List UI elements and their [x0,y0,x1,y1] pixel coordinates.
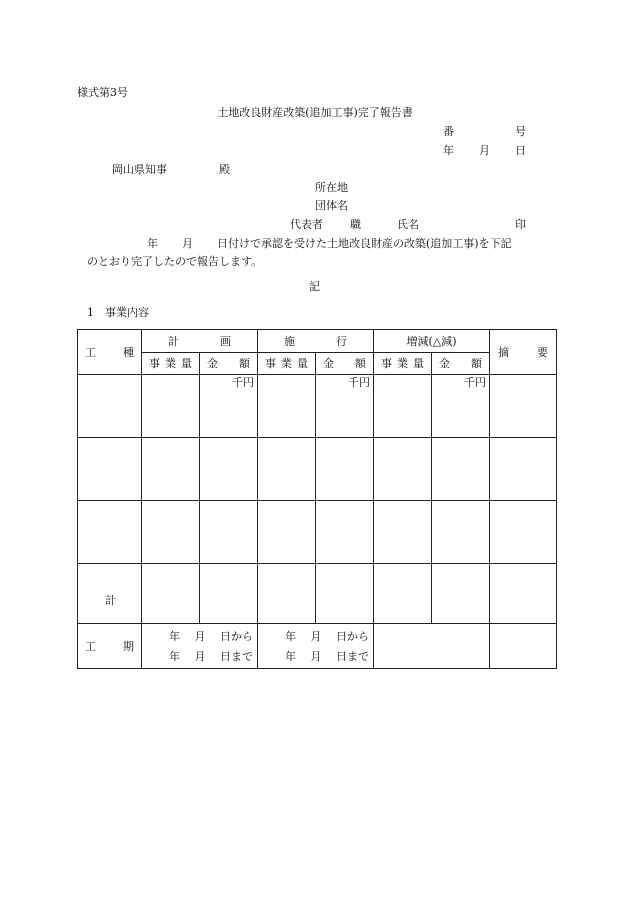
form-number: 様式第3号 [77,86,128,99]
table-cell [490,624,557,669]
table-cell [374,624,490,669]
project-content-table [77,329,557,669]
table-cell [490,375,557,438]
table-cell [142,501,200,564]
table-cell [316,438,374,501]
exec-period-from: 年 月 日から [285,629,369,643]
plan-period-from: 年 月 日から [169,629,253,643]
date-month-label: 月 [479,144,490,157]
total-label-cell [78,564,142,624]
table-cell [200,501,258,564]
header-kouki: 工 期 [78,624,142,669]
table-cell [432,375,490,438]
exec-period-to: 年 月 日まで [285,649,369,663]
table-cell [142,438,200,501]
number-label-go: 号 [515,125,526,138]
body-text-line2: のとおり完了したので報告します。 [87,255,263,268]
table-cell [316,564,374,624]
subheader-jigyouryou-diff: 事 業 量 [374,353,432,375]
table-cell [78,501,142,564]
table-cell [490,438,557,501]
table-cell [200,564,258,624]
unit-label: 千円 [464,376,487,389]
table-cell [374,375,432,438]
table-cell [374,501,432,564]
ki-heading: 記 [309,280,320,293]
table-cell [432,438,490,501]
table-cell [432,501,490,564]
section-heading: 1 事業内容 [87,306,149,319]
table-cell [78,375,142,438]
unit-label: 千円 [348,376,370,389]
unit-label: 千円 [232,376,254,389]
table-cell [258,501,316,564]
table-cell [258,564,316,624]
exec-period-cell [258,624,374,669]
table-cell [316,501,374,564]
addressee-honorific: 殿 [219,163,230,176]
applicant-group-label: 団体名 [315,199,348,212]
applicant-position-label: 職 [350,218,361,231]
table-cell [78,438,142,501]
table-cell [374,438,432,501]
table-cell [432,564,490,624]
document-title: 土地改良財産改築(追加工事)完了報告書 [217,106,413,119]
header-keikaku: 計 画 [142,330,258,353]
subheader-jigyouryou-plan: 事 業 量 [142,353,200,375]
table-cell [142,375,200,438]
body-year-label: 年 [147,237,158,250]
subheader-jigyouryou-exec: 事 業 量 [258,353,316,375]
subheader-kingaku-exec: 金 額 [316,353,374,375]
plan-period-cell [142,624,258,669]
applicant-representative-label: 代表者 [290,218,323,231]
table-cell [490,564,557,624]
total-label: 計 [105,594,116,607]
seal-label: 印 [515,218,526,231]
date-year-label: 年 [443,144,454,157]
table-cell [258,375,316,438]
applicant-address-label: 所在地 [315,181,348,194]
date-day-label: 日 [515,144,526,157]
table-cell [316,375,374,438]
applicant-person-label: 氏名 [397,218,419,231]
table-cell [258,438,316,501]
subheader-kingaku-plan: 金 額 [200,353,258,375]
number-label-ban: 番 [443,125,454,138]
table-cell [200,375,258,438]
body-month-label: 月 [182,237,193,250]
addressee-name: 岡山県知事 [112,163,167,176]
plan-period-to: 年 月 日まで [169,649,253,663]
subheader-kingaku-diff: 金 額 [432,353,490,375]
header-tekiyou: 摘 要 [490,330,557,375]
table-cell [142,564,200,624]
table-cell [490,501,557,564]
header-kouhu: 工 種 [78,330,142,375]
header-sekou: 施 行 [258,330,374,353]
body-text-line1: 日付けで承認を受けた土地改良財産の改築(追加工事)を下記 [217,237,512,250]
table-cell [200,438,258,501]
table-cell [374,564,432,624]
header-zougen: 増減(△減) [374,330,490,353]
